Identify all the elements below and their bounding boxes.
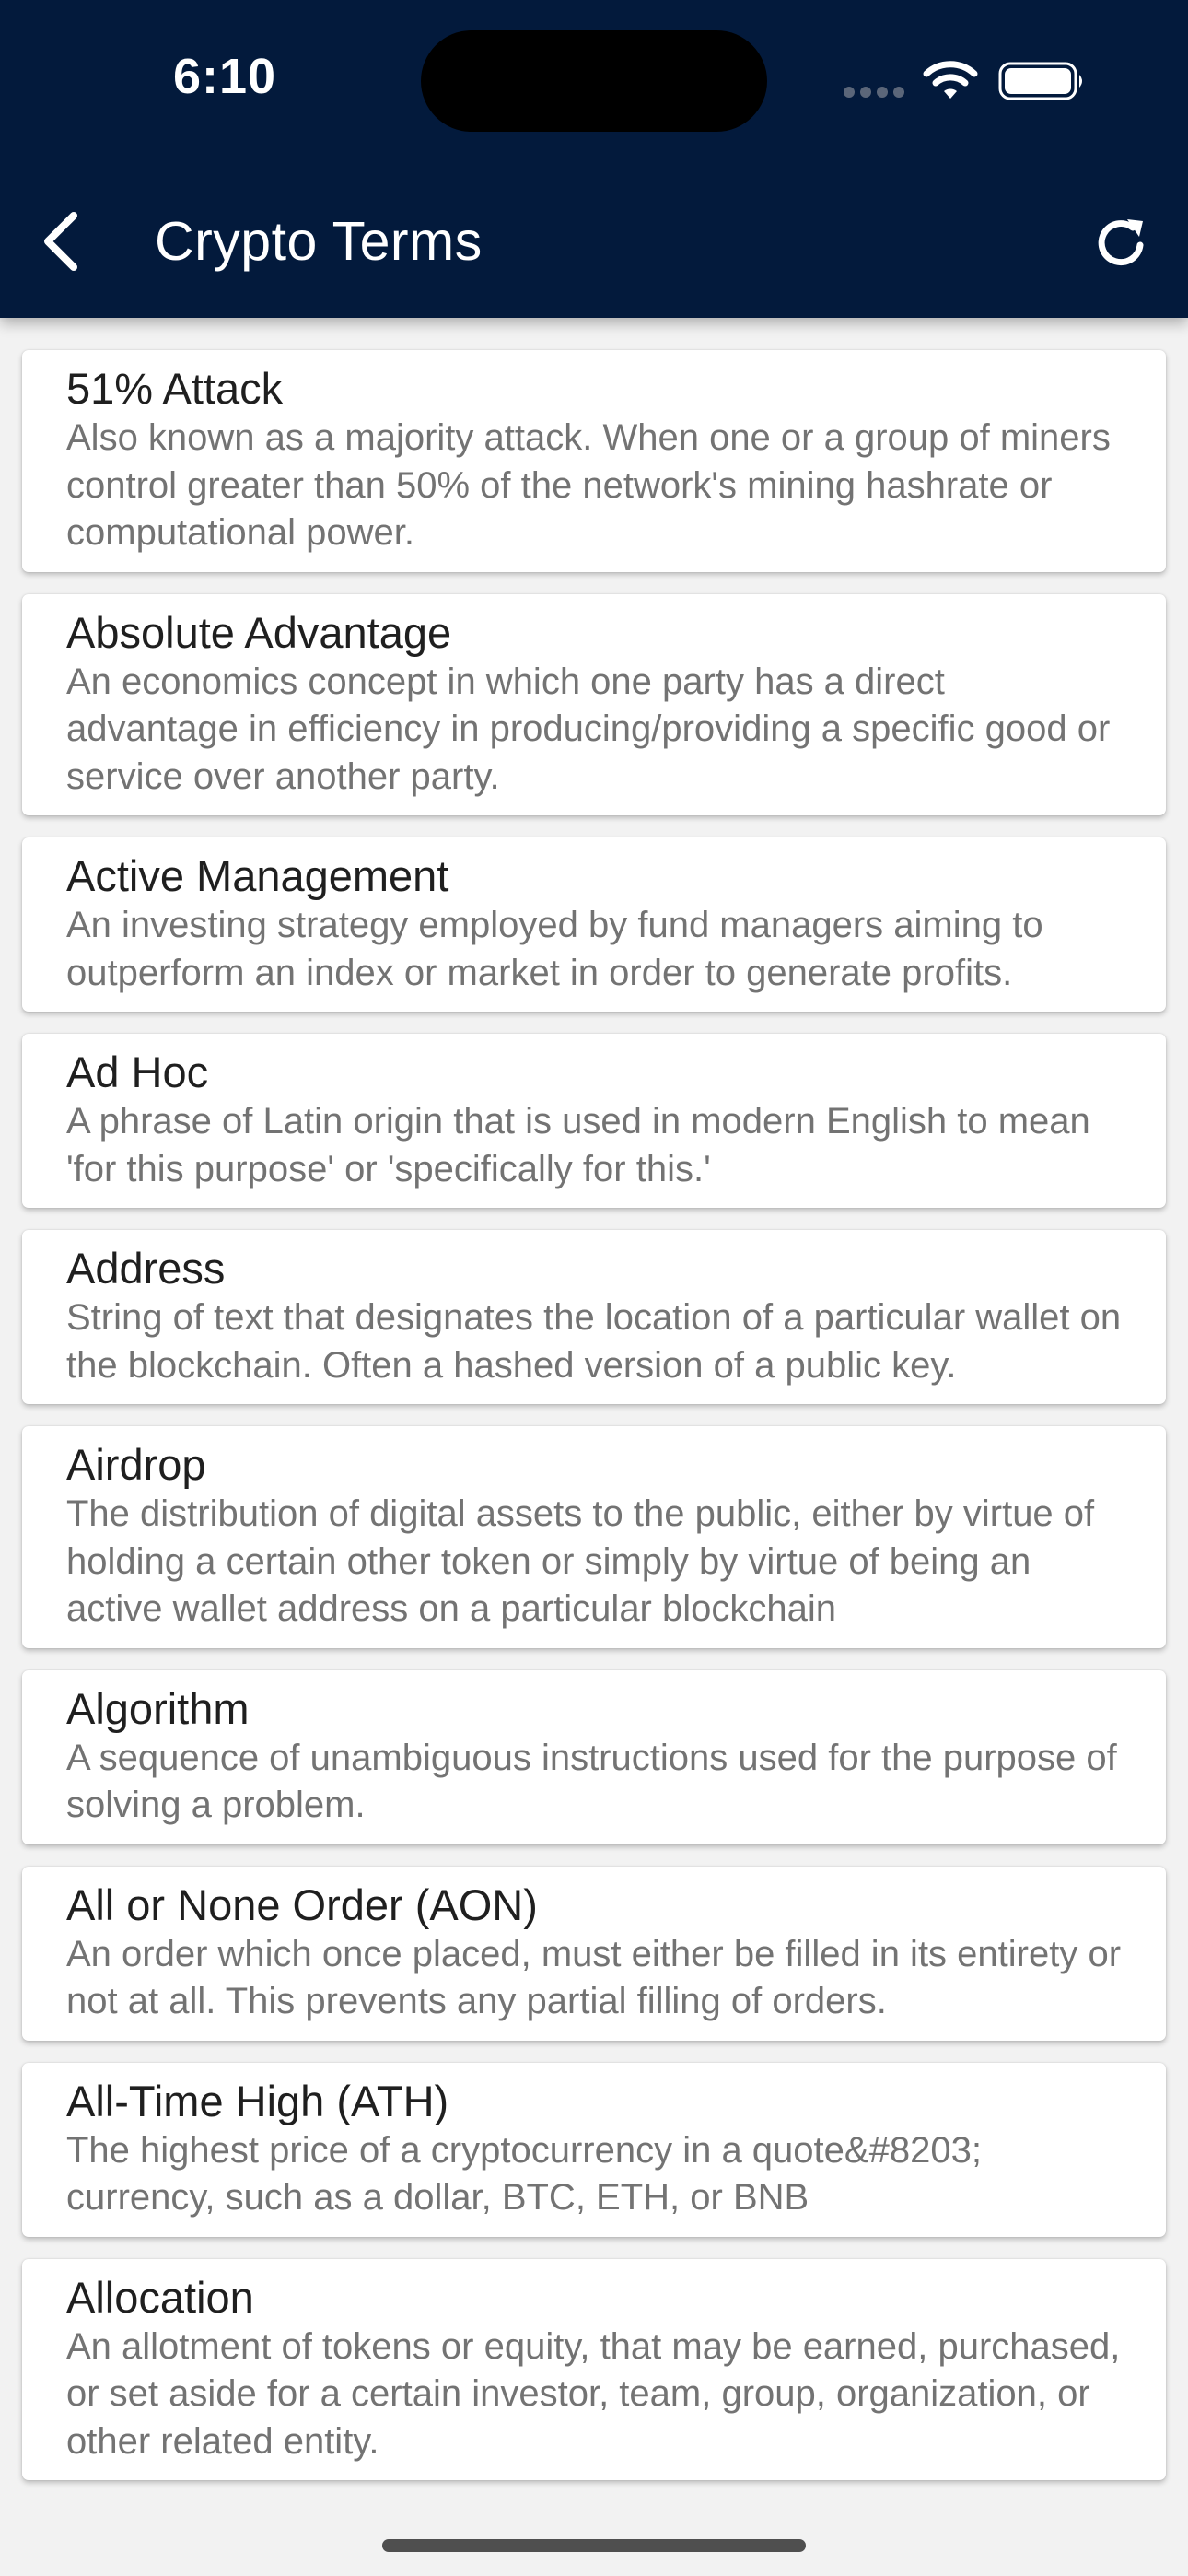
term-definition: The highest price of a cryptocurrency in a quote&#8203; currency, such as a dollar, BTC, ETH, or BNB <box>66 2129 982 2218</box>
term-title: Allocation <box>66 2272 254 2322</box>
term-definition: An economics concept in which one party has a direct advantage in efficiency in producing/providing a specific good or service over another party. <box>66 661 1111 797</box>
term-definition: The distribution of digital assets to the public, either by virtue of holding a certain other token or simply by virtue of being an active wallet address on a particular blockchain <box>66 1493 1095 1629</box>
term-definition: A phrase of Latin origin that is used in modern English to mean 'for this purpose' or 'specifically for this.' <box>66 1101 1090 1189</box>
term-definition: String of text that designates the location of a particular wallet on the blockchain. Often a hashed version of a public key. <box>66 1297 1122 1386</box>
term-card[interactable] <box>22 594 1166 816</box>
refresh-icon[interactable] <box>1092 214 1151 273</box>
cellular-signal-icon <box>844 87 904 98</box>
term-title: Absolute Advantage <box>66 607 452 657</box>
chevron-left-icon[interactable] <box>29 203 94 280</box>
terms-list <box>0 350 1188 2502</box>
dynamic-island <box>421 30 767 132</box>
term-title: All or None Order (AON) <box>66 1879 538 1929</box>
term-card[interactable] <box>22 1426 1166 1648</box>
term-title: Algorithm <box>66 1683 250 1733</box>
term-title: Active Management <box>66 851 449 900</box>
term-card[interactable] <box>22 1230 1166 1404</box>
term-card[interactable] <box>22 2259 1166 2481</box>
term-definition: Also known as a majority attack. When one or a group of miners control greater than 50% of the network's mining hashrate or computational power. <box>66 417 1111 553</box>
term-title: All-Time High (ATH) <box>66 2076 449 2125</box>
term-card[interactable] <box>22 837 1166 1012</box>
term-card[interactable] <box>22 1034 1166 1208</box>
term-title: Address <box>66 1244 226 1293</box>
term-title: 51% Attack <box>66 364 284 413</box>
term-title: Ad Hoc <box>66 1048 209 1096</box>
term-definition: An order which once placed, must either be filled in its entirety or not at all. This prevents any partial filling of orders. <box>66 1933 1122 2021</box>
term-definition: An allotment of tokens or equity, that may be earned, purchased, or set aside for a certain investor, team, group, organization, or other related entity. <box>66 2325 1121 2462</box>
app-header <box>0 0 1188 318</box>
term-card[interactable] <box>22 1670 1166 1844</box>
term-card[interactable] <box>22 2063 1166 2237</box>
wifi-icon <box>923 59 978 101</box>
term-card[interactable] <box>22 350 1166 572</box>
term-title: Airdrop <box>66 1440 206 1489</box>
battery-icon <box>998 62 1087 100</box>
term-card[interactable] <box>22 1867 1166 2041</box>
status-bar-time: 6:10 <box>173 49 277 104</box>
term-definition: An investing strategy employed by fund managers aiming to outperform an index or market in order to generate profits. <box>66 905 1043 993</box>
page-title: Crypto Terms <box>155 211 483 272</box>
home-indicator[interactable] <box>382 2539 806 2552</box>
term-definition: A sequence of unambiguous instructions used for the purpose of solving a problem. <box>66 1737 1117 1825</box>
